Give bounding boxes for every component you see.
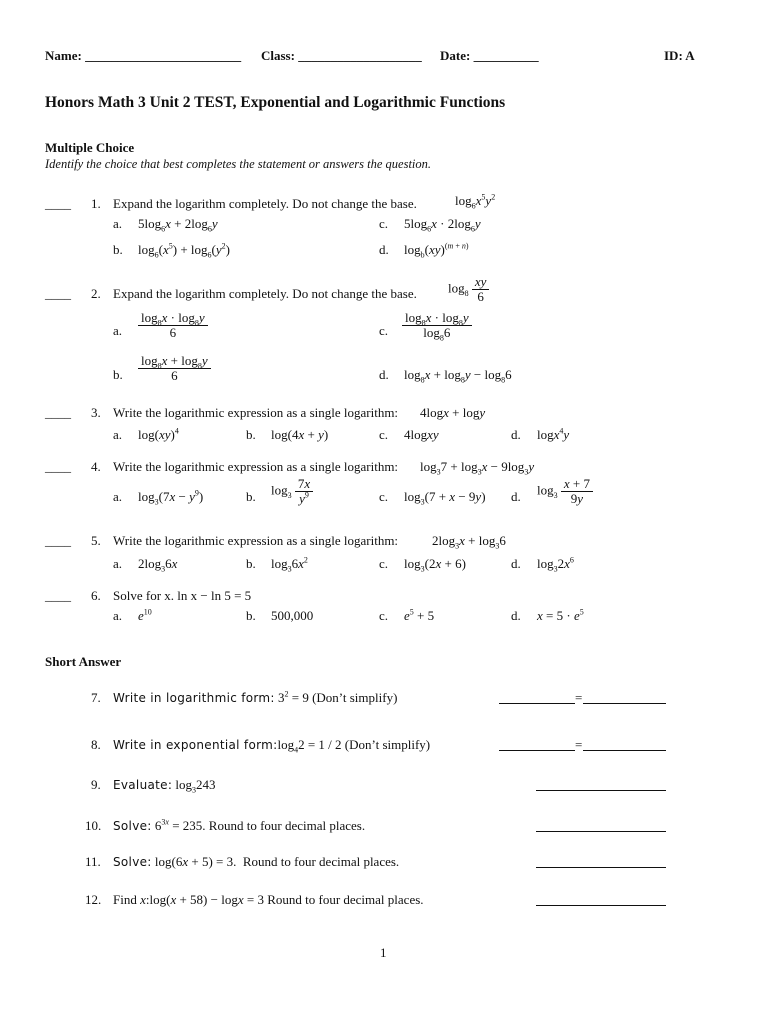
question-text: Write the logarithmic expression as a single logarithm: — [113, 405, 399, 420]
q1-expression: $\log_6x^5y^2$ — [455, 192, 496, 211]
q11-prefix: Solve: — [113, 855, 152, 869]
q5-option-d: $\log_32x^6$ — [537, 555, 574, 574]
q12-text: Find x:log(x + 58) − logx = 3 Round to four decimal places. — [113, 892, 424, 907]
page-title: Honors Math 3 Unit 2 TEST, Exponential and Logarithmic Functions — [45, 94, 506, 111]
question-text: Solve for x. ln x − ln 5 = 5 — [113, 588, 252, 603]
question-number: 3. — [91, 405, 101, 420]
q9-text: Evaluate: $\log_3243$ — [113, 777, 216, 795]
q6-option-b: 500,000 — [271, 608, 314, 623]
id-label: ID: A — [664, 48, 695, 63]
q2-option-c: $\frac{\log_8x \cdot \log_8y}{\log_86}$ — [402, 311, 472, 340]
question-number: 9. — [91, 777, 101, 792]
q4-option-c: $\log_3(7 + x - 9y)$ — [404, 489, 486, 507]
q2-option-a: $\frac{\log_8x \cdot \log_8y}{6}$ — [138, 311, 208, 340]
answer-blank: ____ — [45, 588, 71, 603]
question-number: 2. — [91, 286, 101, 301]
q11-text: Solve: log(6x + 5) = 3. Round to four decimal places. — [113, 854, 400, 869]
question-number: 5. — [91, 533, 101, 548]
question-text: Expand the logarithm completely. Do not change the base. — [113, 286, 417, 301]
q10-text: Solve: $6^{3x} = 235$. Round to four decimal places. — [113, 817, 366, 833]
answer-line[interactable] — [536, 867, 666, 868]
q2-option-d: $\log_8x + \log_8y - \log_86$ — [404, 367, 512, 385]
option-label: c. — [379, 556, 389, 571]
question-text: Write the logarithmic expression as a single logarithm: — [113, 533, 399, 548]
q10-suffix: Round to four decimal places. — [208, 818, 366, 833]
q12-prefix: Find — [113, 892, 137, 907]
question-number: 7. — [91, 690, 101, 705]
q3-option-d: logx$^4$y — [537, 426, 570, 442]
sa-heading: Short Answer — [45, 654, 122, 669]
option-label: b. — [113, 367, 123, 382]
answer-blank: ____ — [45, 533, 71, 548]
question-number: 4. — [91, 459, 101, 474]
question-text: Expand the logarithm completely. Do not change the base. — [113, 196, 417, 211]
q6-option-c: $e^5 + 5$ — [404, 607, 435, 623]
q7-text: Write in logarithmic form: $3^2 = 9$ (Don’t simplify) — [113, 689, 398, 705]
option-label: d. — [379, 242, 389, 257]
q7-prefix: Write in logarithmic form: — [113, 691, 275, 705]
option-label: b. — [246, 427, 256, 442]
q4-expression: $\log_37 + \log_3x - 9\log_3y$ — [420, 459, 535, 477]
q9-prefix: Evaluate: — [113, 778, 173, 792]
question-number: 10. — [85, 818, 102, 833]
option-label: d. — [511, 556, 521, 571]
q3-expression: 4logx + logy — [420, 405, 486, 420]
q5-expression: $2\log_3x + \log_36$ — [432, 533, 506, 551]
date-field-label: Date: __________ — [440, 48, 539, 63]
option-label: c. — [379, 489, 389, 504]
q2-expression: $\log_8$ $\frac{xy}{6}$ — [448, 275, 489, 304]
q4-option-a: $\log_3(7x - y^9)$ — [138, 488, 204, 507]
answer-line[interactable] — [583, 750, 666, 751]
q1-option-c: $5\log_6x \cdot 2\log_6y$ — [404, 216, 481, 234]
question-number: 8. — [91, 737, 101, 752]
option-label: a. — [113, 608, 123, 623]
option-label: d. — [511, 427, 521, 442]
q3-option-a: log(xy)$^4$ — [138, 426, 179, 442]
class-field-label: Class: ___________________ — [261, 48, 422, 63]
q8-text: Write in exponential $form:\log_42 = 1 / 2$ (Don’t simplify) — [113, 737, 431, 755]
q5-option-a: $2\log_36x$ — [138, 556, 178, 574]
mc-instructions: Identify the choice that best completes the statement or answers the question. — [45, 157, 432, 171]
q8-prefix: Write in exponential form: — [113, 738, 278, 752]
q6-option-a: $e^{10}$ — [138, 607, 152, 623]
answer-line[interactable] — [536, 831, 666, 832]
answer-blank: ____ — [45, 286, 71, 301]
mc-heading: Multiple Choice — [45, 140, 135, 155]
q3-option-c: 4logxy — [404, 427, 439, 442]
answer-line[interactable] — [499, 703, 575, 704]
option-label: b. — [113, 242, 123, 257]
option-label: a. — [113, 556, 123, 571]
q1-option-b: $\log_6(x^5) + \log_6(y^2)$ — [138, 241, 230, 260]
question-text: Write the logarithmic expression as a single logarithm: — [113, 459, 399, 474]
q1-option-d: $\log_b(xy)^{(m + n)}$ — [404, 241, 469, 260]
question-number: 11. — [85, 854, 101, 869]
q1-option-a: $5\log_6x + 2\log_6y$ — [138, 216, 218, 234]
equals-sign: = — [575, 690, 583, 705]
question-number: 12. — [85, 892, 102, 907]
q3-option-b: log(4x + y) — [271, 427, 329, 442]
answer-line[interactable] — [583, 703, 666, 704]
answer-line[interactable] — [536, 790, 666, 791]
q4-option-b: $\log_3$ $\frac{7x}{y^9}$ — [271, 477, 313, 506]
equals-sign: = — [575, 737, 583, 752]
q12-suffix: Round to four decimal places. — [267, 892, 424, 907]
option-label: a. — [113, 427, 123, 442]
answer-line[interactable] — [536, 905, 666, 906]
question-number: 6. — [91, 588, 101, 603]
q10-prefix: Solve: — [113, 819, 152, 833]
answer-blank: ____ — [45, 405, 71, 420]
q8-suffix: (Don’t simplify) — [344, 737, 431, 752]
option-label: d. — [511, 489, 521, 504]
answer-blank: ____ — [45, 196, 71, 211]
option-label: c. — [379, 323, 389, 338]
option-label: a. — [113, 323, 123, 338]
q7-suffix: (Don’t simplify) — [312, 690, 398, 705]
option-label: a. — [113, 216, 123, 231]
q6-option-d: $x = 5 \cdot e^5$ — [537, 607, 584, 623]
option-label: b. — [246, 489, 256, 504]
option-label: d. — [511, 608, 521, 623]
option-label: b. — [246, 556, 256, 571]
name-field-label: Name: ________________________ — [45, 48, 242, 63]
q2-option-b: $\frac{\log_8x + \log_8y}{6}$ — [138, 354, 211, 383]
answer-blank: ____ — [45, 459, 71, 474]
answer-line[interactable] — [499, 750, 575, 751]
page-number: 1 — [380, 945, 387, 960]
option-label: c. — [379, 427, 389, 442]
q5-option-c: $\log_3(2x + 6)$ — [404, 556, 466, 574]
q4-option-d: $\log_3$ $\frac{x + 7}{9y}$ — [537, 477, 593, 506]
option-label: a. — [113, 489, 123, 504]
option-label: d. — [379, 367, 389, 382]
option-label: c. — [379, 216, 389, 231]
q5-option-b: $\log_36x^2$ — [271, 555, 308, 574]
q11-suffix: Round to four decimal places. — [242, 854, 400, 869]
option-label: b. — [246, 608, 256, 623]
question-number: 1. — [91, 196, 101, 211]
option-label: c. — [379, 608, 389, 623]
